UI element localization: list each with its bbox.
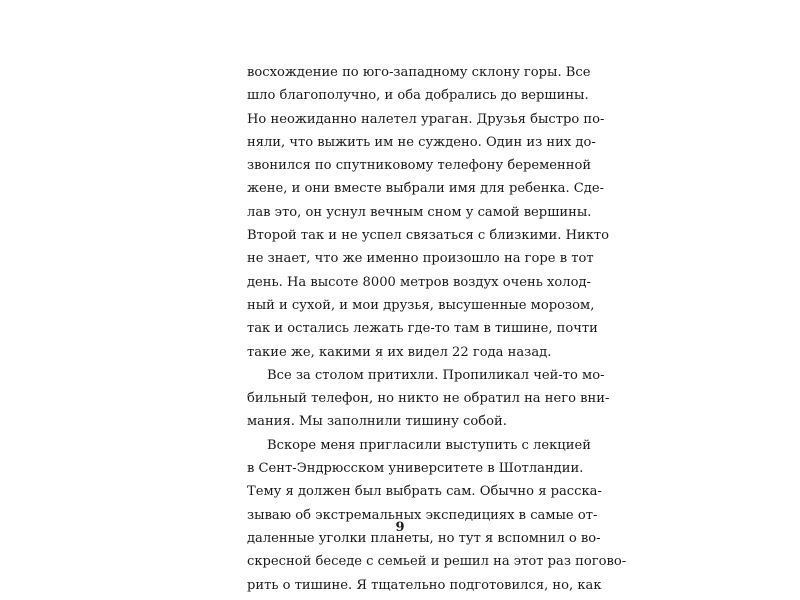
text-line: жене, и они вместе выбрали имя для ребенка. Сде- <box>247 181 605 197</box>
page-number: 9 <box>395 520 405 535</box>
text-line: даленные уголки планеты, но тут я вспомнил о во- <box>247 530 601 546</box>
text-line: Вскоре меня пригласили выступить с лекцией <box>267 437 591 453</box>
text-line: мания. Мы заполнили тишину собой. <box>247 414 507 430</box>
text-line: звонился по спутниковому телефону беременной <box>247 158 592 174</box>
text-line: скресной беседе с семьей и решил на этот раз погово- <box>247 554 627 570</box>
paragraph <box>247 61 610 364</box>
text-line: рить о тишине. Я тщательно подготовился, но, как <box>247 577 602 593</box>
paragraph <box>247 364 610 434</box>
text-line: Все за столом притихли. Пропиликал чей-то мо- <box>267 367 605 383</box>
text-line: такие же, какими я их видел 22 года назад. <box>247 344 552 360</box>
text-line: ный и сухой, и мои друзья, высушенные морозом, <box>247 297 595 313</box>
text-line: бильный телефон, но никто не обратил на него вни- <box>247 391 610 407</box>
text-line: Тему я должен был выбрать сам. Обычно я расска- <box>247 484 602 500</box>
text-line: не знает, что же именно произошло на горе в тот <box>247 251 594 267</box>
text-line: лав это, он уснул вечным сном у самой вершины. <box>247 204 592 220</box>
text-line: так и остались лежать где-то там в тишине, почти <box>247 321 598 337</box>
body-text <box>247 61 627 597</box>
text-line: Второй так и не успел связаться с близкими. Никто <box>247 228 610 244</box>
text-line: няли, что выжить им не суждено. Один из них до- <box>247 134 596 150</box>
text-line: в Сент-Эндрюсском университете в Шотландии. <box>247 461 584 477</box>
text-line: шло благополучно, и оба добрались до вершины. <box>247 88 589 104</box>
text-line: день. На высоте 8000 метров воздух очень холод- <box>247 274 591 290</box>
text-line: восхождение по юго-западному склону горы. Все <box>247 65 591 80</box>
text-line: Но неожиданно налетел ураган. Друзья быстро по- <box>247 111 605 127</box>
paragraph <box>247 434 627 597</box>
text-line: зываю об экстремальных экспедициях в самые от- <box>247 507 598 523</box>
